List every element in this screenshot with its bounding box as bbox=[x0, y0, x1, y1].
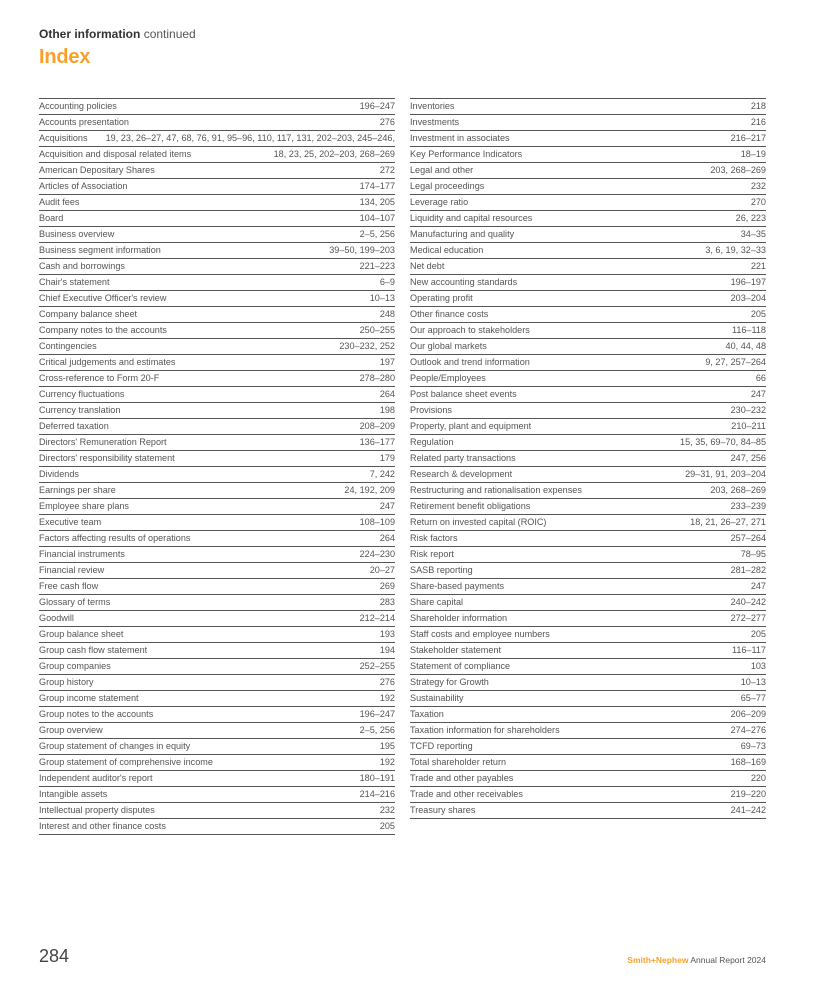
index-pages: 15, 35, 69–70, 84–85 bbox=[680, 437, 766, 447]
index-entry bbox=[410, 707, 766, 723]
index-term: Trade and other receivables bbox=[410, 789, 523, 799]
index-entry bbox=[39, 403, 395, 419]
index-term: Key Performance Indicators bbox=[410, 149, 523, 159]
index-term: Group statement of comprehensive income bbox=[39, 757, 213, 767]
index-term: Manufacturing and quality bbox=[410, 229, 515, 239]
index-pages: 29–31, 91, 203–204 bbox=[685, 469, 766, 479]
index-term: Our approach to stakeholders bbox=[410, 325, 530, 335]
index-column-left bbox=[39, 98, 395, 835]
index-entry bbox=[410, 211, 766, 227]
index-pages: 240–242 bbox=[730, 597, 766, 607]
index-entry bbox=[410, 483, 766, 499]
index-term: Our global markets bbox=[410, 341, 487, 351]
index-entry bbox=[39, 755, 395, 771]
index-pages: 198 bbox=[379, 405, 395, 415]
index-entry bbox=[39, 163, 395, 179]
index-term: Trade and other payables bbox=[410, 773, 514, 783]
index-entry bbox=[39, 499, 395, 515]
index-term: Deferred taxation bbox=[39, 421, 109, 431]
index-term: Articles of Association bbox=[39, 181, 128, 191]
index-entry bbox=[39, 419, 395, 435]
index-entry bbox=[39, 307, 395, 323]
index-term: Executive team bbox=[39, 517, 102, 527]
index-pages: 205 bbox=[750, 629, 766, 639]
index-entry bbox=[410, 659, 766, 675]
index-entry bbox=[410, 227, 766, 243]
report-name: Annual Report 2024 bbox=[690, 955, 766, 965]
index-pages: 196–247 bbox=[359, 709, 395, 719]
index-term: Cross-reference to Form 20-F bbox=[39, 373, 160, 383]
index-term: Group balance sheet bbox=[39, 629, 124, 639]
index-entry bbox=[39, 323, 395, 339]
index-entry bbox=[39, 227, 395, 243]
index-term: Other finance costs bbox=[410, 309, 489, 319]
index-pages: 26, 223 bbox=[735, 213, 766, 223]
index-pages: 281–282 bbox=[730, 565, 766, 575]
index-pages: 264 bbox=[379, 389, 395, 399]
page-title: Index bbox=[39, 46, 91, 68]
index-entry bbox=[410, 643, 766, 659]
index-entry bbox=[39, 771, 395, 787]
index-pages: 221–223 bbox=[359, 261, 395, 271]
index-pages: 103 bbox=[750, 661, 766, 671]
index-pages: 196–197 bbox=[730, 277, 766, 287]
index-entry bbox=[410, 307, 766, 323]
index-entry bbox=[410, 387, 766, 403]
index-entry bbox=[410, 627, 766, 643]
index-term: Group income statement bbox=[39, 693, 139, 703]
index-entry bbox=[39, 291, 395, 307]
index-pages: 276 bbox=[379, 677, 395, 687]
index-entry bbox=[39, 595, 395, 611]
index-term: Group history bbox=[39, 677, 94, 687]
index-pages: 39–50, 199–203 bbox=[329, 245, 395, 255]
index-term: Accounting policies bbox=[39, 101, 117, 111]
index-entry bbox=[410, 563, 766, 579]
index-term: Return on invested capital (ROIC) bbox=[410, 517, 547, 527]
index-entry bbox=[39, 627, 395, 643]
index-pages: 203–204 bbox=[730, 293, 766, 303]
index-pages: 212–214 bbox=[359, 613, 395, 623]
index-pages: 274–276 bbox=[730, 725, 766, 735]
index-entry bbox=[39, 739, 395, 755]
index-pages: 264 bbox=[379, 533, 395, 543]
index-pages: 216–217 bbox=[730, 133, 766, 143]
index-entry bbox=[39, 211, 395, 227]
index-term: Restructuring and rationalisation expenses bbox=[410, 485, 582, 495]
index-pages: 232 bbox=[750, 181, 766, 191]
index-term: People/Employees bbox=[410, 373, 486, 383]
index-pages: 216 bbox=[750, 117, 766, 127]
index-entry bbox=[39, 243, 395, 259]
index-term: Business segment information bbox=[39, 245, 161, 255]
index-entry bbox=[410, 371, 766, 387]
index-entry bbox=[410, 115, 766, 131]
index-entry bbox=[39, 435, 395, 451]
index-pages: 2–5, 256 bbox=[359, 725, 395, 735]
index-pages: 19, 23, 26–27, 47, 68, 76, 91, 95–96, 110, 117, 131, 202–203, 245–246, bbox=[105, 133, 395, 143]
index-pages: 6–9 bbox=[379, 277, 395, 287]
index-pages: 252–255 bbox=[359, 661, 395, 671]
index-pages: 24, 192, 209 bbox=[344, 485, 395, 495]
index-term: Board bbox=[39, 213, 64, 223]
index-entry bbox=[410, 131, 766, 147]
index-term: New accounting standards bbox=[410, 277, 518, 287]
index-pages: 270 bbox=[750, 197, 766, 207]
index-term: Cash and borrowings bbox=[39, 261, 125, 271]
index-entry bbox=[39, 451, 395, 467]
index-pages: 272 bbox=[379, 165, 395, 175]
index-term: Net debt bbox=[410, 261, 445, 271]
index-entry bbox=[39, 803, 395, 819]
index-pages: 195 bbox=[379, 741, 395, 751]
index-pages: 9, 27, 257–264 bbox=[705, 357, 766, 367]
index-term: Group companies bbox=[39, 661, 111, 671]
index-entry bbox=[39, 387, 395, 403]
index-pages: 40, 44, 48 bbox=[725, 341, 766, 351]
index-pages: 250–255 bbox=[359, 325, 395, 335]
index-pages: 18, 23, 25, 202–203, 268–269 bbox=[273, 149, 395, 159]
index-entry bbox=[410, 675, 766, 691]
index-term: Critical judgements and estimates bbox=[39, 357, 176, 367]
index-term: Retirement benefit obligations bbox=[410, 501, 531, 511]
index-pages: 179 bbox=[379, 453, 395, 463]
index-entry bbox=[39, 643, 395, 659]
index-term: Risk report bbox=[410, 549, 454, 559]
index-entry bbox=[39, 611, 395, 627]
index-term: Group statement of changes in equity bbox=[39, 741, 191, 751]
index-term: Chief Executive Officer's review bbox=[39, 293, 167, 303]
index-entry bbox=[410, 259, 766, 275]
index-entry bbox=[39, 259, 395, 275]
index-pages: 3, 6, 19, 32–33 bbox=[705, 245, 766, 255]
index-entry bbox=[410, 547, 766, 563]
index-term: Currency translation bbox=[39, 405, 121, 415]
index-term: Group overview bbox=[39, 725, 103, 735]
index-pages: 193 bbox=[379, 629, 395, 639]
index-pages: 218 bbox=[750, 101, 766, 111]
index-entry bbox=[39, 179, 395, 195]
index-entry bbox=[410, 403, 766, 419]
index-pages: 205 bbox=[379, 821, 395, 831]
index-term: Regulation bbox=[410, 437, 454, 447]
index-term: Chair's statement bbox=[39, 277, 110, 287]
index-term: Sustainability bbox=[410, 693, 464, 703]
index-term: Dividends bbox=[39, 469, 79, 479]
index-entry bbox=[39, 99, 395, 115]
index-entry bbox=[410, 723, 766, 739]
index-entry bbox=[39, 659, 395, 675]
index-pages: 248 bbox=[379, 309, 395, 319]
index-pages: 232 bbox=[379, 805, 395, 815]
index-term: Property, plant and equipment bbox=[410, 421, 532, 431]
index-pages: 208–209 bbox=[359, 421, 395, 431]
index-entry bbox=[39, 371, 395, 387]
index-entry bbox=[410, 771, 766, 787]
index-entry bbox=[39, 339, 395, 355]
index-pages: 180–191 bbox=[359, 773, 395, 783]
index-pages: 230–232, 252 bbox=[339, 341, 395, 351]
section-continued: continued bbox=[143, 27, 196, 41]
index-term: Share capital bbox=[410, 597, 464, 607]
index-pages: 197 bbox=[379, 357, 395, 367]
index-term: Contingencies bbox=[39, 341, 97, 351]
index-term: Legal proceedings bbox=[410, 181, 485, 191]
index-pages: 269 bbox=[379, 581, 395, 591]
index-term: Post balance sheet events bbox=[410, 389, 517, 399]
index-entry bbox=[39, 787, 395, 803]
index-term: Directors' responsibility statement bbox=[39, 453, 175, 463]
index-term: Company balance sheet bbox=[39, 309, 138, 319]
index-term: Intellectual property disputes bbox=[39, 805, 155, 815]
index-entry bbox=[410, 179, 766, 195]
brand-name: Smith+Nephew bbox=[627, 955, 689, 965]
index-pages: 230–232 bbox=[730, 405, 766, 415]
index-pages: 134, 205 bbox=[359, 197, 395, 207]
index-entry bbox=[410, 275, 766, 291]
index-entry bbox=[410, 803, 766, 819]
index-entry bbox=[410, 579, 766, 595]
index-entry bbox=[410, 691, 766, 707]
index-pages: 78–95 bbox=[740, 549, 766, 559]
index-entry bbox=[410, 531, 766, 547]
index-entry bbox=[39, 547, 395, 563]
index-entry bbox=[410, 451, 766, 467]
index-term: Strategy for Growth bbox=[410, 677, 489, 687]
index-term: Glossary of terms bbox=[39, 597, 111, 607]
index-term: TCFD reporting bbox=[410, 741, 473, 751]
index-entry bbox=[410, 499, 766, 515]
index-entry bbox=[410, 243, 766, 259]
index-entry bbox=[410, 467, 766, 483]
index-term: Investment in associates bbox=[410, 133, 510, 143]
index-entry bbox=[39, 563, 395, 579]
index-term: Outlook and trend information bbox=[410, 357, 530, 367]
index-pages: 10–13 bbox=[369, 293, 395, 303]
index-entry bbox=[39, 115, 395, 131]
index-term: Audit fees bbox=[39, 197, 80, 207]
index-entry bbox=[39, 723, 395, 739]
index-entry bbox=[410, 323, 766, 339]
index-pages: 276 bbox=[379, 117, 395, 127]
index-pages: 219–220 bbox=[730, 789, 766, 799]
index-pages: 203, 268–269 bbox=[710, 165, 766, 175]
index-term: Leverage ratio bbox=[410, 197, 469, 207]
index-entry bbox=[39, 819, 395, 835]
index-term: American Depositary Shares bbox=[39, 165, 155, 175]
index-pages: 136–177 bbox=[359, 437, 395, 447]
index-pages: 210–211 bbox=[731, 421, 766, 431]
index-pages: 233–239 bbox=[730, 501, 766, 511]
index-term: Investments bbox=[410, 117, 460, 127]
index-entry bbox=[410, 419, 766, 435]
index-entry bbox=[39, 675, 395, 691]
index-entry bbox=[39, 195, 395, 211]
index-term: Related party transactions bbox=[410, 453, 516, 463]
index-entry bbox=[39, 515, 395, 531]
index-term: Currency fluctuations bbox=[39, 389, 125, 399]
index-term: Medical education bbox=[410, 245, 484, 255]
index-pages: 257–264 bbox=[730, 533, 766, 543]
index-term: Liquidity and capital resources bbox=[410, 213, 533, 223]
index-term: Employee share plans bbox=[39, 501, 129, 511]
index-term: Share-based payments bbox=[410, 581, 505, 591]
index-term: Stakeholder statement bbox=[410, 645, 501, 655]
page-number: 284 bbox=[39, 946, 70, 966]
index-entry bbox=[410, 195, 766, 211]
index-term: Statement of compliance bbox=[410, 661, 511, 671]
index-term: Factors affecting results of operations bbox=[39, 533, 191, 543]
index-entry bbox=[39, 707, 395, 723]
index-pages: 196–247 bbox=[359, 101, 395, 111]
index-pages: 241–242 bbox=[730, 805, 766, 815]
index-entry bbox=[39, 691, 395, 707]
index-pages: 116–118 bbox=[731, 325, 766, 335]
index-pages: 2–5, 256 bbox=[359, 229, 395, 239]
index-term: Acquisitions bbox=[39, 133, 88, 143]
index-column-right bbox=[410, 98, 766, 819]
index-term: Financial instruments bbox=[39, 549, 125, 559]
index-entry bbox=[410, 339, 766, 355]
index-pages: 203, 268–269 bbox=[710, 485, 766, 495]
index-pages: 18, 21, 26–27, 271 bbox=[690, 517, 766, 527]
index-term: Treasury shares bbox=[410, 805, 476, 815]
index-pages: 116–117 bbox=[731, 645, 766, 655]
index-pages: 205 bbox=[750, 309, 766, 319]
index-entry bbox=[410, 355, 766, 371]
index-term: Risk factors bbox=[410, 533, 458, 543]
index-pages: 283 bbox=[379, 597, 395, 607]
index-pages: 224–230 bbox=[359, 549, 395, 559]
index-entry bbox=[39, 579, 395, 595]
index-pages: 18–19 bbox=[740, 149, 766, 159]
index-entry bbox=[410, 611, 766, 627]
index-term: Research & development bbox=[410, 469, 513, 479]
index-term: Acquisition and disposal related items bbox=[39, 149, 192, 159]
index-term: Financial review bbox=[39, 565, 105, 575]
index-entry bbox=[410, 147, 766, 163]
index-term: Group notes to the accounts bbox=[39, 709, 154, 719]
index-term: Accounts presentation bbox=[39, 117, 129, 127]
index-pages: 10–13 bbox=[740, 677, 766, 687]
footer bbox=[627, 955, 766, 965]
index-pages: 174–177 bbox=[359, 181, 395, 191]
index-pages: 7, 242 bbox=[369, 469, 395, 479]
index-pages: 66 bbox=[755, 373, 766, 383]
index-entry bbox=[410, 515, 766, 531]
index-pages: 104–107 bbox=[359, 213, 395, 223]
index-pages: 247, 256 bbox=[730, 453, 766, 463]
index-term: Shareholder information bbox=[410, 613, 508, 623]
index-entry bbox=[39, 483, 395, 499]
index-term: Inventories bbox=[410, 101, 455, 111]
index-pages: 192 bbox=[379, 693, 395, 703]
index-pages: 168–169 bbox=[730, 757, 766, 767]
index-entry bbox=[410, 755, 766, 771]
index-term: Taxation bbox=[410, 709, 444, 719]
index-entry bbox=[410, 291, 766, 307]
index-pages: 69–73 bbox=[740, 741, 766, 751]
index-pages: 272–277 bbox=[730, 613, 766, 623]
index-term: Group cash flow statement bbox=[39, 645, 148, 655]
index-entry bbox=[410, 739, 766, 755]
index-term: Operating profit bbox=[410, 293, 473, 303]
index-entry bbox=[410, 595, 766, 611]
index-pages: 221 bbox=[750, 261, 766, 271]
index-term: Provisions bbox=[410, 405, 452, 415]
index-term: Goodwill bbox=[39, 613, 74, 623]
index-term: Business overview bbox=[39, 229, 115, 239]
index-term: Intangible assets bbox=[39, 789, 108, 799]
index-pages: 194 bbox=[379, 645, 395, 655]
index-term: Staff costs and employee numbers bbox=[410, 629, 550, 639]
index-entry bbox=[410, 787, 766, 803]
index-pages: 214–216 bbox=[359, 789, 395, 799]
index-entry bbox=[39, 355, 395, 371]
index-term: Free cash flow bbox=[39, 581, 99, 591]
index-pages: 220 bbox=[750, 773, 766, 783]
index-pages: 34–35 bbox=[740, 229, 766, 239]
index-entry bbox=[39, 467, 395, 483]
index-pages: 278–280 bbox=[359, 373, 395, 383]
index-entry bbox=[39, 275, 395, 291]
index-pages: 247 bbox=[750, 581, 766, 591]
section-name: Other information bbox=[39, 27, 141, 41]
index-pages: 206–209 bbox=[730, 709, 766, 719]
index-entry bbox=[39, 131, 395, 147]
index-term: Earnings per share bbox=[39, 485, 116, 495]
index-pages: 247 bbox=[379, 501, 395, 511]
index-pages: 192 bbox=[379, 757, 395, 767]
index-pages: 65–77 bbox=[740, 693, 766, 703]
index-term: Legal and other bbox=[410, 165, 474, 175]
index-entry bbox=[410, 435, 766, 451]
index-term: Independent auditor's report bbox=[39, 773, 153, 783]
index-entry bbox=[39, 531, 395, 547]
index-term: Interest and other finance costs bbox=[39, 821, 166, 831]
index-term: Company notes to the accounts bbox=[39, 325, 167, 335]
index-pages: 108–109 bbox=[359, 517, 395, 527]
index-term: Total shareholder return bbox=[410, 757, 507, 767]
index-term: Directors' Remuneration Report bbox=[39, 437, 167, 447]
index-entry bbox=[410, 163, 766, 179]
section-header bbox=[39, 27, 196, 41]
index-term: SASB reporting bbox=[410, 565, 473, 575]
index-entry bbox=[410, 99, 766, 115]
index-pages: 20–27 bbox=[369, 565, 395, 575]
index-term: Taxation information for shareholders bbox=[410, 725, 560, 735]
index-entry bbox=[39, 147, 395, 163]
index-pages: 247 bbox=[750, 389, 766, 399]
